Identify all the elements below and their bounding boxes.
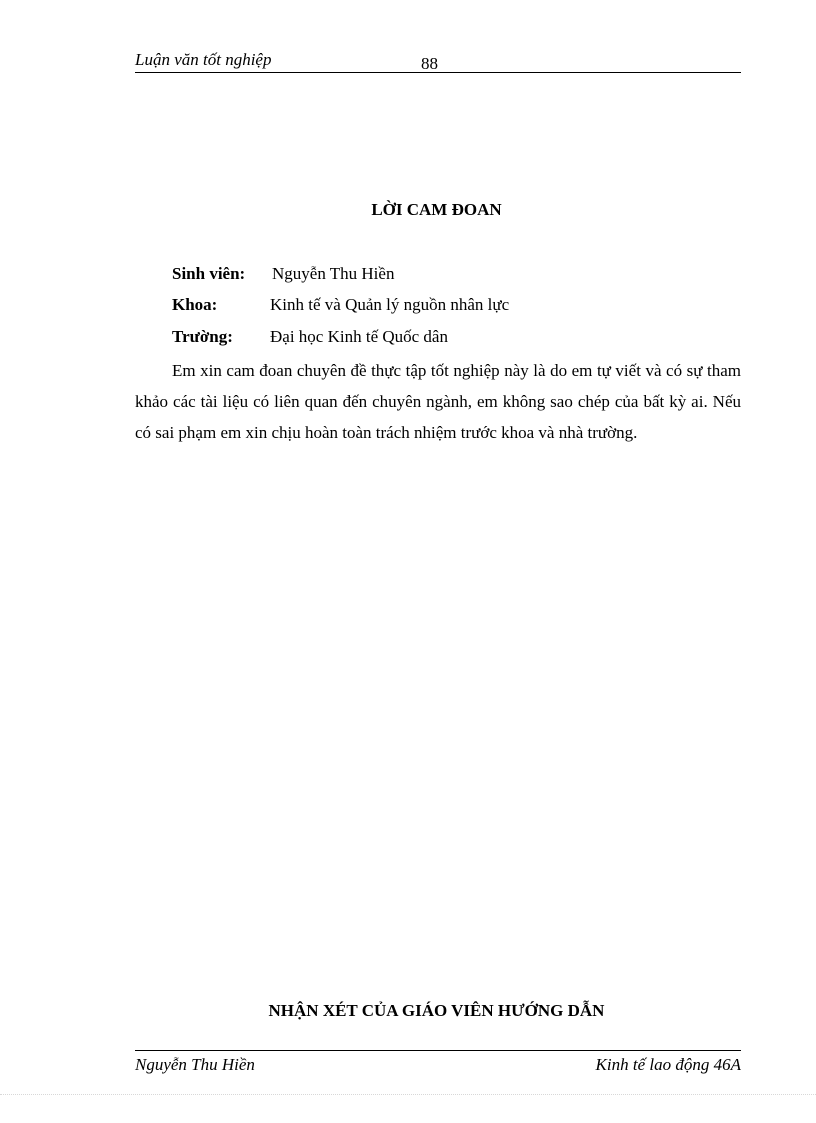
- school-value: Đại học Kinh tế Quốc dân: [270, 327, 448, 346]
- info-row-student: [172, 262, 394, 286]
- faculty-label: Khoa:: [172, 295, 218, 314]
- info-row-faculty: [172, 293, 509, 317]
- footer-author: Nguyễn Thu Hiền: [135, 1055, 255, 1074]
- info-row-school: [172, 325, 448, 349]
- declaration-paragraph: Em xin cam đoan chuyên đề thực tập tốt nghiệp này là do em tự viết và có sự tham khảo các tài liệu có liên quan đến chuyên ngành, em không sao chép của bất kỳ ai. Nếu có sai phạm em xin chịu hoàn toàn trách nhiệm trước khoa và nhà trường.: [135, 361, 741, 442]
- page-number: 88: [421, 54, 438, 73]
- header-document-type: Luận văn tốt nghiệp: [135, 50, 272, 69]
- page-footer: [135, 1050, 741, 1077]
- footer-class: Kinh tế lao động 46A: [595, 1055, 741, 1074]
- faculty-value: Kinh tế và Quản lý nguồn nhân lực: [270, 295, 510, 314]
- page-header: [135, 48, 741, 73]
- student-value: Nguyễn Thu Hiền: [272, 264, 395, 283]
- page-bottom-divider: [0, 1094, 816, 1095]
- section-title-supervisor-comments: NHẬN XÉT CỦA GIÁO VIÊN HƯỚNG DẪN: [268, 1001, 605, 1020]
- school-label: Trường:: [172, 327, 233, 346]
- student-label: Sinh viên:: [172, 264, 246, 283]
- page-title: LỜI CAM ĐOAN: [371, 200, 502, 219]
